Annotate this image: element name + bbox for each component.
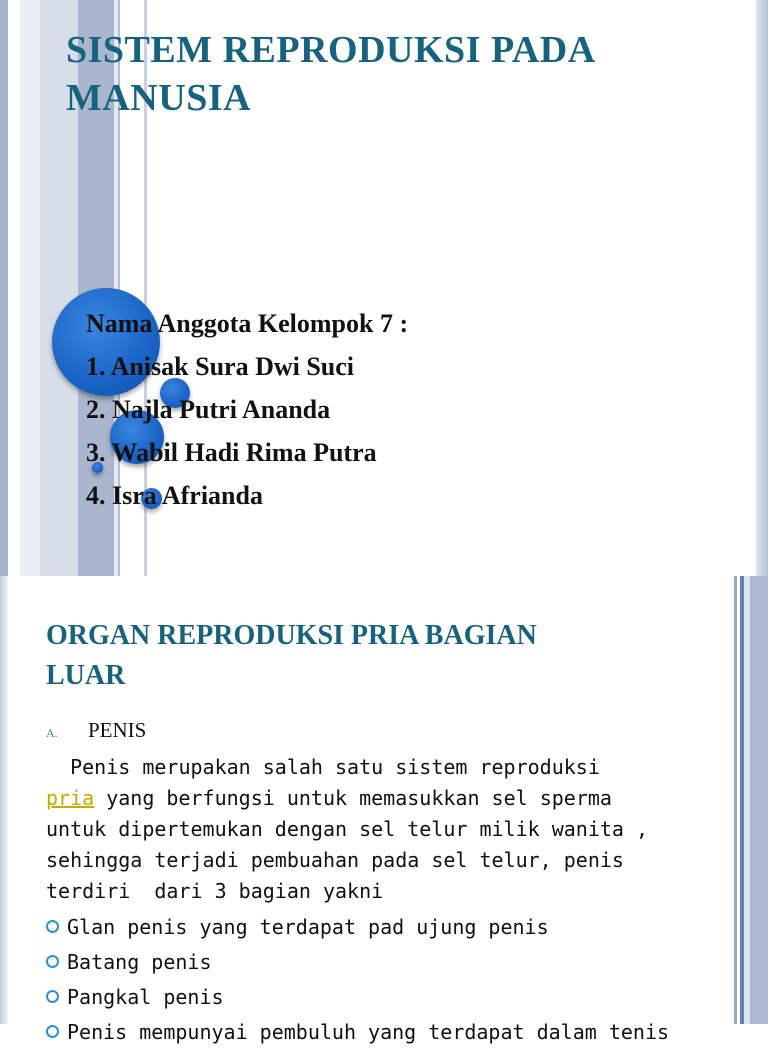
description-paragraph bbox=[46, 752, 706, 907]
decorative-stripe bbox=[750, 576, 768, 1024]
slide-left-edge bbox=[0, 0, 8, 576]
paragraph-line: Penis merupakan salah satu sistem reproduksi bbox=[46, 755, 600, 779]
decorative-band bbox=[20, 0, 40, 576]
list-item-text: Batang penis bbox=[67, 949, 212, 974]
list-item-text: Pangkal penis bbox=[67, 984, 224, 1009]
ring-bullet-icon bbox=[46, 990, 59, 1003]
list-item bbox=[46, 979, 726, 1014]
content-slide bbox=[0, 576, 768, 1044]
slide-left-edge bbox=[0, 576, 8, 1024]
paragraph-line: terdiri dari 3 bagian yakni bbox=[46, 879, 384, 903]
paragraph-line bbox=[46, 783, 706, 814]
list-item-text: Penis mempunyai pembuluh yang terdapat dalam tenis bbox=[67, 1019, 670, 1044]
list-item bbox=[46, 909, 726, 944]
ring-bullet-icon bbox=[46, 920, 59, 933]
ring-bullet-icon bbox=[46, 955, 59, 968]
slide-title-line: MANUSIA bbox=[66, 77, 252, 119]
paragraph-line: untuk dipertemukan dengan sel telur milik wanita , bbox=[46, 817, 649, 841]
slide-title bbox=[46, 616, 686, 696]
list-item bbox=[46, 1014, 726, 1049]
slide-right-edge bbox=[756, 0, 768, 576]
section-title: PENIS bbox=[88, 718, 147, 742]
member-list bbox=[86, 302, 686, 517]
parts-list bbox=[46, 909, 726, 1049]
member-name: 1. Anisak Sura Dwi Suci bbox=[86, 352, 355, 381]
slide-title-line: SISTEM REPRODUKSI PADA bbox=[66, 29, 596, 71]
paragraph-text: yang berfungsi untuk memasukkan sel sperma bbox=[94, 786, 612, 810]
section-heading bbox=[46, 718, 146, 746]
member-name: 2. Najla Putri Ananda bbox=[86, 395, 331, 424]
member-name: 4. Isra Afrianda bbox=[86, 481, 263, 510]
member-list-heading: Nama Anggota Kelompok 7 : bbox=[86, 309, 409, 338]
slide-title bbox=[66, 26, 706, 122]
keyword-link[interactable]: pria bbox=[46, 786, 95, 810]
section-letter: A. bbox=[46, 726, 58, 740]
slide-title-line: ORGAN REPRODUKSI PRIA BAGIAN bbox=[46, 620, 537, 651]
paragraph-line: sehingga terjadi pembuahan pada sel telur, penis bbox=[46, 848, 624, 872]
member-name: 3. Wabil Hadi Rima Putra bbox=[86, 438, 377, 467]
slide-title-line: LUAR bbox=[46, 660, 126, 691]
list-item-text: Glan penis yang terdapat pad ujung penis bbox=[67, 914, 549, 939]
list-item bbox=[46, 944, 726, 979]
ring-bullet-icon bbox=[46, 1025, 59, 1038]
decorative-stripe bbox=[734, 576, 737, 1024]
